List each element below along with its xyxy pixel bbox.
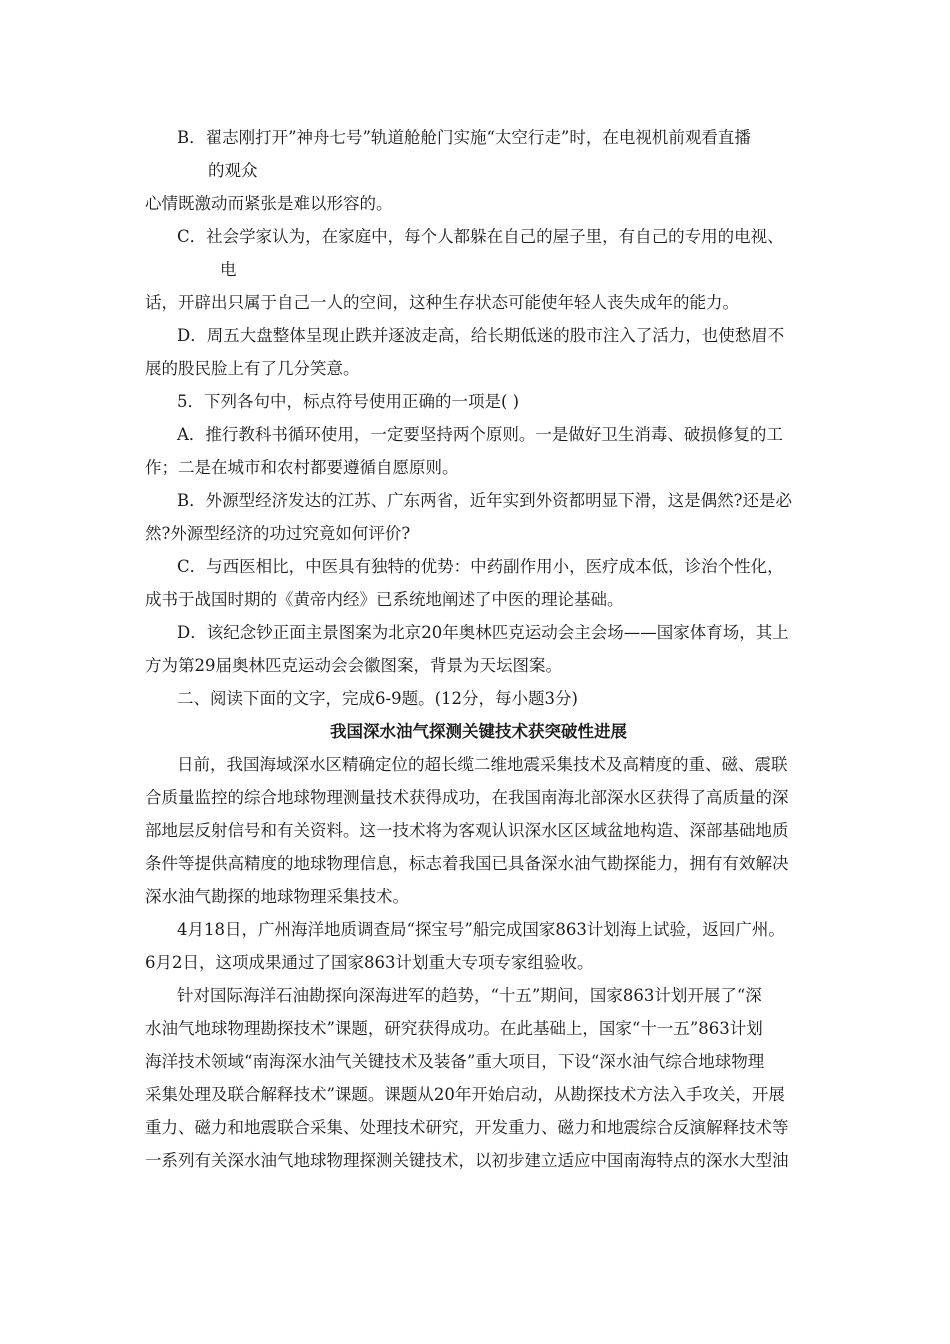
article-para-1-line-4: 条件等提供高精度的地球物理信息，标志着我国已具备深水油气勘探能力，拥有有效解决	[145, 854, 789, 873]
article-para-1-line-1: 日前，我国海域深水区精确定位的超长缆二维地震采集技术及高精度的重、磁、震联	[177, 755, 788, 774]
option-b-line-1: B．翟志刚打开”神舟七号”轨道舱舱门实施“太空行走”时，在电视机前观看直播	[177, 128, 751, 147]
option-d-line-1: D．周五大盘整体呈现止跌并逐波走高，给长期低迷的股市注入了活力，也使愁眉不	[177, 326, 785, 345]
article-para-3-line-1: 针对国际海洋石油勘探向深海进军的趋势，“十五”期间，国家863计划开展了“深	[177, 986, 762, 1005]
option-b-line-3: 心情既激动而紧张是难以形容的。	[145, 194, 393, 213]
option-b-line-2: 的观众	[208, 161, 258, 180]
article-para-1-line-3: 部地层反射信号和有关资料。这一技术将为客观认识深水区区域盆地构造、深部基础地质	[145, 821, 789, 840]
article-para-3-line-5: 重力、磁力和地震联合采集、处理技术研究，开发重力、磁力和地震综合反演解释技术等	[145, 1118, 789, 1137]
article-para-3-line-3: 海洋技术领域“南海深水油气关键技术及装备”重大项目，下设“深水油气综合地球物理	[145, 1052, 765, 1071]
q5-option-c-line-1: C．与西医相比，中医具有独特的优势：中药副作用小，医疗成本低，诊治个性化，	[177, 557, 784, 576]
q5-option-a-line-1: A．推行教科书循环使用，一定要坚持两个原则。一是做好卫生消毒、破损修复的工	[177, 425, 783, 444]
section-two-heading: 二、阅读下面的文字，完成6-9题。(12分，每小题3分)	[177, 689, 578, 708]
option-c-line-2: 电	[220, 260, 237, 279]
option-c-line-3: 话，开辟出只属于自己一人的空间，这种生存状态可能使年轻人丧失成年的能力。	[145, 293, 739, 312]
article-para-3-line-2: 水油气地球物理勘探技术”课题，研究获得成功。在此基础上，国家“十一五”863计划	[145, 1019, 763, 1038]
q5-option-b-line-2: 然?外源型经济的功过究竟如何评价?	[145, 524, 411, 543]
article-para-3-line-4: 采集处理及联合解释技术”课题。课题从20年开始启动，从勘探技术方法入手攻关，开展	[145, 1085, 785, 1104]
q5-option-b-line-1: B．外源型经济发达的江苏、广东两省，近年实到外资都明显下滑，这是偶然?还是必	[177, 491, 792, 510]
option-c-line-1: C．社会学家认为，在家庭中，每个人都躲在自己的屋子里，有自己的专用的电视、	[177, 227, 784, 246]
question-5-stem: 5．下列各句中，标点符号使用正确的一项是( )	[177, 392, 520, 411]
article-para-1-line-5: 深水油气勘探的地球物理采集技术。	[145, 887, 409, 906]
article-para-2-line-2: 6月2日，这项成果通过了国家863计划重大专项专家组验收。	[145, 953, 594, 972]
q5-option-a-line-2: 作；二是在城市和农村都要遵循自愿原则。	[145, 458, 459, 477]
article-para-2-line-1: 4月18日，广州海洋地质调查局“探宝号”船完成国家863计划海上试验，返回广州。	[177, 920, 785, 939]
article-para-1-line-2: 合质量监控的综合地球物理测量技术获得成功，在我国南海北部深水区获得了高质量的深	[145, 788, 789, 807]
article-title: 我国深水油气探测关键技术获突破性进展	[330, 722, 627, 741]
q5-option-d-line-2: 方为第29届奥林匹克运动会会徽图案，背景为天坛图案。	[145, 656, 562, 675]
article-para-3-line-6: 一系列有关深水油气地球物理探测关键技术，以初步建立适应中国南海特点的深水大型油	[145, 1151, 789, 1170]
option-d-line-2: 展的股民脸上有了几分笑意。	[145, 359, 360, 378]
q5-option-d-line-1: D．该纪念钞正面主景图案为北京20年奥林匹克运动会主会场——国家体育场，其上	[177, 623, 789, 642]
q5-option-c-line-2: 成书于战国时期的《黄帝内经》已系统地阐述了中医的理论基础。	[145, 590, 624, 609]
